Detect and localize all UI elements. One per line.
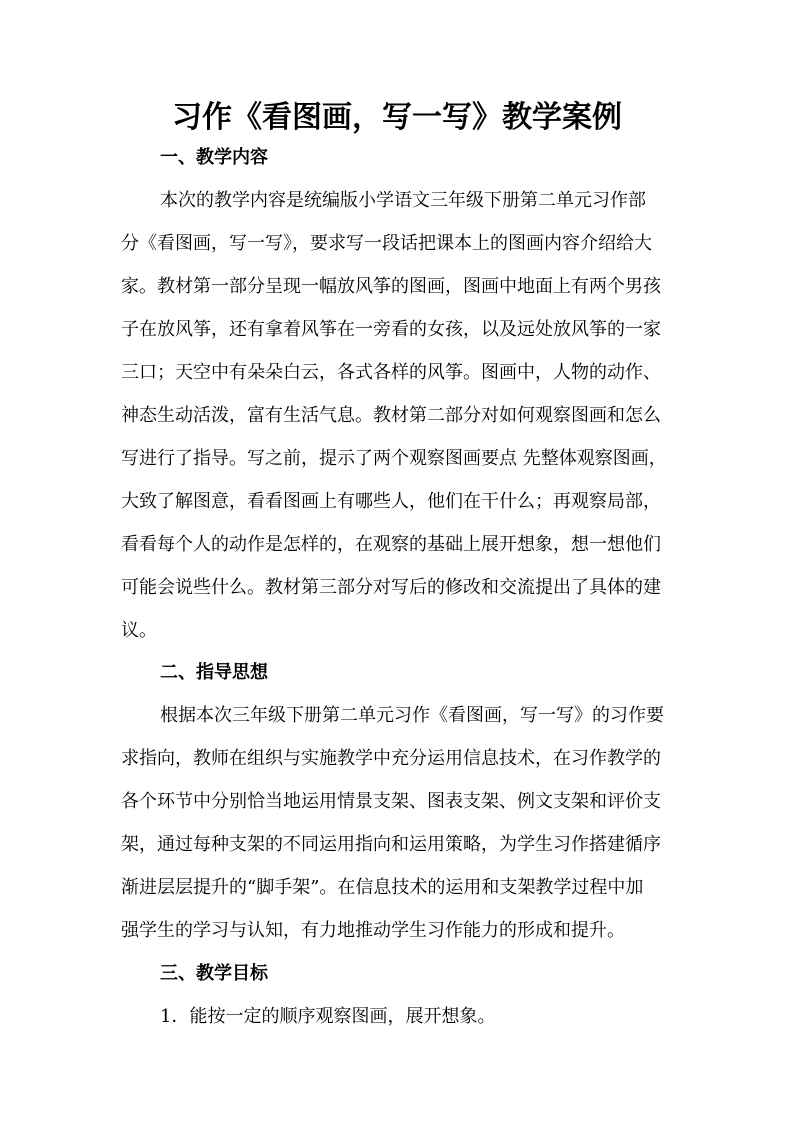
paragraph-line: 本次的教学内容是统编版小学语文三年级下册第二单元习作部 — [160, 190, 646, 211]
paragraph-line: 分《看图画，写一写》，要求写一段话把课本上的图画内容介绍给大 — [121, 233, 652, 254]
section-heading-content: 一、教学内容 — [160, 147, 268, 168]
section-heading-objectives: 三、教学目标 — [160, 963, 268, 984]
document-title: 习作《看图画，写一写》教学案例 — [172, 100, 622, 135]
paragraph-line: 根据本次三年级下册第二单元习作《看图画，写一写》的习作要 — [160, 705, 664, 726]
paragraph-line: 架，通过每种支架的不同运用指向和运用策略，为学生习作搭建循序 — [121, 834, 661, 855]
paragraph-line: 子在放风筝，还有拿着风筝在一旁看的女孩，以及远处放风筝的一家 — [121, 319, 661, 340]
list-item: 1．能按一定的顺序观察图画，展开想象。 — [160, 1006, 496, 1027]
paragraph-line: 议。 — [121, 620, 157, 641]
paragraph-line: 强学生的学习与认知，有力地推动学生习作能力的形成和提升。 — [121, 920, 625, 941]
paragraph-line: 写进行了指导。写之前，提示了两个观察图画要点 先整体观察图画， — [121, 448, 667, 469]
paragraph-line: 神态生动活泼，富有生活气息。教材第二部分对如何观察图画和怎么 — [121, 405, 661, 426]
section-heading-guiding-idea: 二、指导思想 — [160, 662, 268, 683]
paragraph-line: 可能会说些什么。教材第三部分对写后的修改和交流提出了具体的建 — [121, 577, 661, 598]
paragraph-line: 家。教材第一部分呈现一幅放风筝的图画，图画中地面上有两个男孩 — [121, 276, 661, 297]
paragraph-line: 渐进层层提升的“脚手架”。在信息技术的运用和支架教学过程中加 — [121, 877, 644, 898]
paragraph-line: 看看每个人的动作是怎样的，在观察的基础上展开想象，想一想他们 — [121, 534, 661, 555]
paragraph-line: 各个环节中分别恰当地运用情景支架、图表支架、例文支架和评价支 — [121, 791, 661, 812]
paragraph-line: 大致了解图意，看看图画上有哪些人，他们在干什么；再观察局部， — [121, 491, 661, 512]
paragraph-line: 三口；天空中有朵朵白云，各式各样的风筝。图画中，人物的动作、 — [121, 362, 661, 383]
paragraph-line: 求指向，教师在组织与实施教学中充分运用信息技术，在习作教学的 — [121, 748, 661, 769]
